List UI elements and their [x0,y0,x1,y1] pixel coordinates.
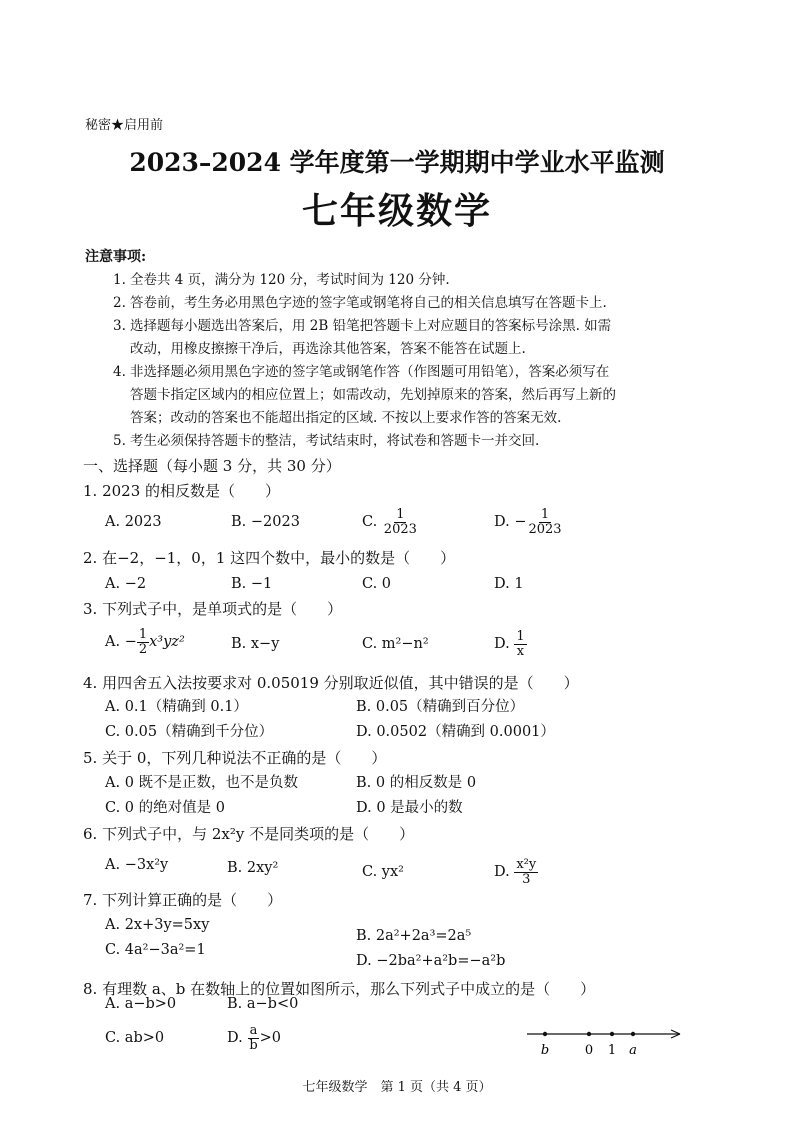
notice-item: 答案；改动的答案也不能超出指定的区域. 不按以上要求作答的答案无效. [130,410,562,426]
q4-option-b: B. 0.05（精确到百分位） [356,699,525,715]
question-3-stem: 3. 下列式子中，是单项式的是（ ） [83,600,343,618]
q8-option-c: C. ab>0 [105,1030,165,1046]
notice-item: 5. 考生必须保持答题卡的整洁，考试结束时，将试卷和答题卡一并交回. [113,433,540,449]
exam-subtitle: 七年级数学 [301,190,492,232]
section-heading: 一、选择题（每小题 3 分，共 30 分） [83,457,341,475]
notice-heading: 注意事项: [85,249,147,265]
label-one: 1 [607,1043,617,1058]
question-5-stem: 5. 关于 0，下列几种说法不正确的是（ ） [83,749,387,767]
q3-option-c: C. m²−n² [362,636,429,652]
exam-title: 2023–2024 学年度第一学期期中学业水平监测 [129,148,665,177]
label-zero: 0 [584,1043,594,1058]
q6-option-c: C. yx² [362,864,404,880]
question-8-stem: 8. 有理数 a、b 在数轴上的位置如图所示，那么下列式子中成立的是（ ） [83,980,596,998]
q5-option-b: B. 0 的相反数是 0 [356,775,477,791]
notice-item: 改动，用橡皮擦擦干净后，再选涂其他答案，答案不能答在试题上. [130,341,526,357]
q8-option-d: D. $\frac{a}{b}$ >0 [227,1023,282,1053]
q4-option-a: A. 0.1（精确到 0.1） [105,699,248,715]
number-line-figure [525,1024,690,1060]
q2-option-d: D. 1 [494,576,524,592]
q1-option-c: C. $\frac{1}{2023}$ [362,507,417,537]
q7-option-d: D. −2ba²+a²b=−a²b [356,953,506,969]
q1-option-a: A. 2023 [105,514,162,530]
point-one [610,1032,614,1036]
q1-option-d: D. − $\frac{1}{2023}$ [494,507,562,537]
question-4-stem: 4. 用四舍五入法按要求对 0.05019 分别取近似值，其中错误的是（ ） [83,674,579,692]
page-footer: 七年级数学 第 1 页（共 4 页） [302,1080,492,1095]
notice-item: 1. 全卷共 4 页，满分为 120 分，考试时间为 120 分钟. [113,272,450,288]
question-2-stem: 2. 在−2，−1，0，1 这四个数中，最小的数是（ ） [83,549,456,567]
confidential-mark: 秘密★启用前 [85,118,164,133]
notice-item: 3. 选择题每小题选出答案后，用 2B 铅笔把答题卡上对应题目的答案标号涂黑. 如需 [113,318,612,334]
q2-option-a: A. −2 [105,576,147,592]
q5-option-c: C. 0 的绝对值是 0 [105,800,225,816]
q5-option-a: A. 0 既不是正数，也不是负数 [105,775,299,791]
q3-option-a: A. − $\frac{1}{2}$ x³yz² [105,627,185,657]
q1-option-b: B. −2023 [231,514,300,530]
q7-option-c: C. 4a²−3a²=1 [105,942,206,958]
q3-option-b: B. x−y [231,636,280,652]
question-1-stem: 1. 2023 的相反数是（ ） [83,482,281,500]
q6-option-b: B. 2xy² [227,860,279,876]
q8-option-b: B. a−b<0 [227,996,299,1012]
q4-option-c: C. 0.05（精确到千分位） [105,724,274,740]
notice-item: 答题卡指定区域内的相应位置上；如需改动，先划掉原来的答案，然后再写上新的 [130,387,616,403]
q6-option-d: D. $\frac{\text{x²y}}{3}$ [494,857,537,887]
q8-option-a: A. a−b>0 [105,996,177,1012]
q3-option-d: D. $\frac{1}{x}$ [494,629,525,659]
q2-option-c: C. 0 [362,576,392,592]
q7-option-b: B. 2a²+2a³=2a⁵ [356,928,472,944]
notice-item: 4. 非选择题必须用黑色字迹的签字笔或钢笔作答（作图题可用铅笔），答案必须写在 [113,364,610,380]
q4-option-d: D. 0.0502（精确到 0.0001） [356,724,555,740]
q6-option-a: A. −3x²y [105,857,169,873]
notice-item: 2. 答卷前，考生务必用黑色字迹的签字笔或钢笔将自己的相关信息填写在答题卡上. [113,295,607,311]
q5-option-d: D. 0 是最小的数 [356,800,463,816]
label-b: b [540,1043,550,1058]
question-6-stem: 6. 下列式子中，与 2x²y 不是同类项的是（ ） [83,825,415,843]
question-7-stem: 7. 下列计算正确的是（ ） [83,891,283,909]
point-b [543,1032,547,1036]
point-zero [587,1032,591,1036]
point-a [631,1032,635,1036]
q2-option-b: B. −1 [231,576,273,592]
label-a: a [629,1043,637,1058]
q7-option-a: A. 2x+3y=5xy [105,917,210,933]
